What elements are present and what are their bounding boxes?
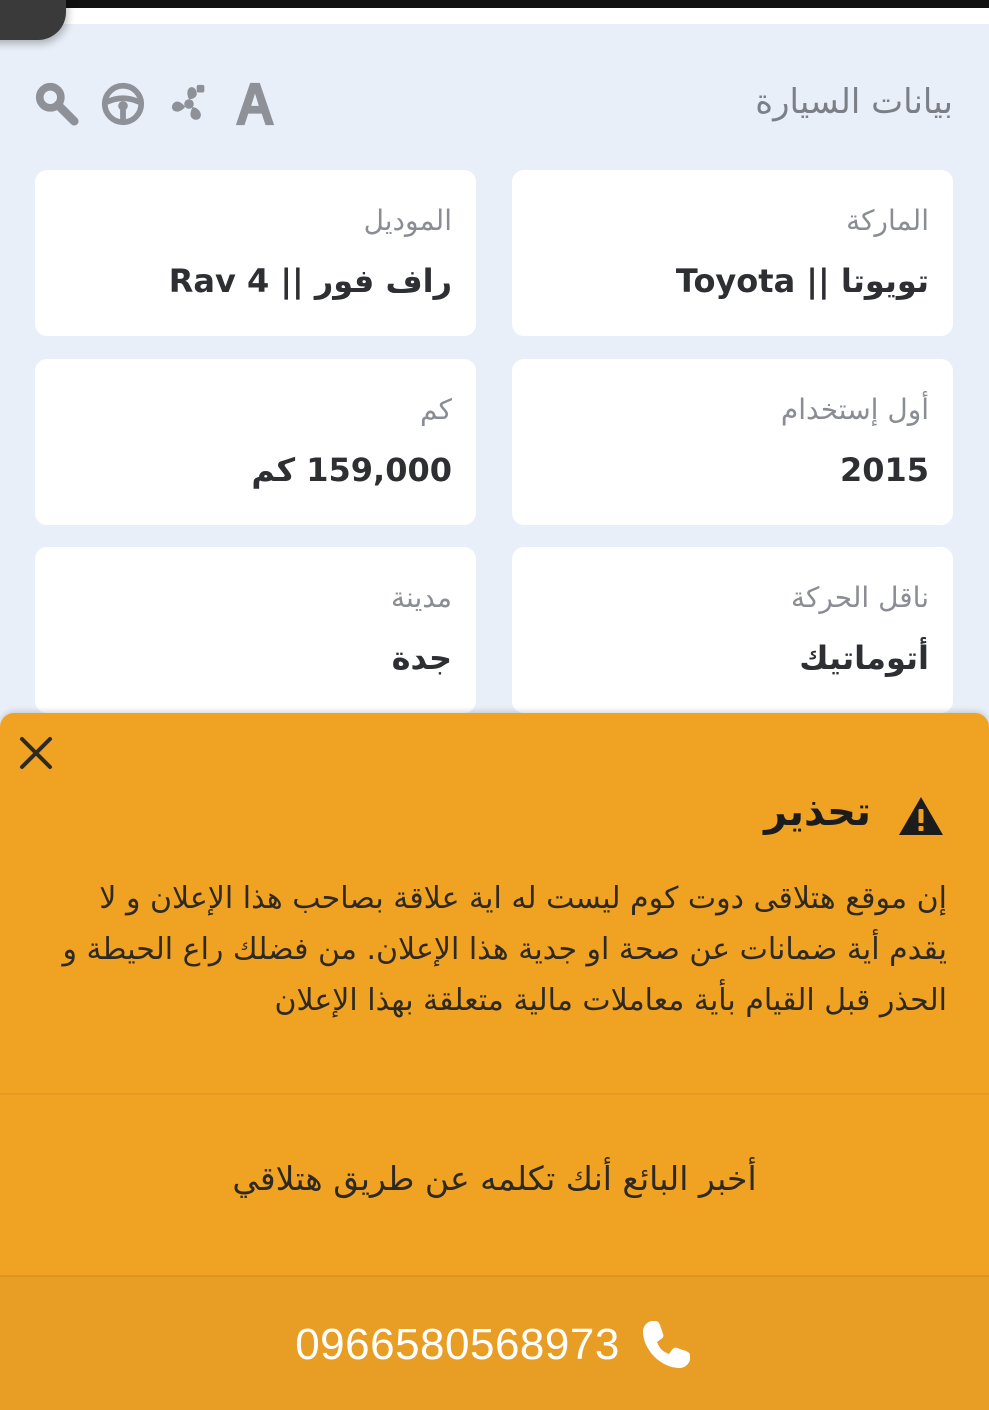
car-details-section (0, 24, 989, 724)
header-icons (34, 78, 278, 130)
font-icon[interactable] (232, 78, 278, 130)
warning-panel (0, 713, 989, 1410)
field-label: مدينة (391, 581, 452, 614)
phone-icon (638, 1317, 694, 1373)
field-card-city (35, 547, 476, 713)
warning-message: إن موقع هتلاقى دوت كوم ليست له اية علاقة بصاحب هذا الإعلان و لا يقدم أية ضمانات عن صحة او جدية هذا الإعلان. من فضلك راع الحيطة و الحذر قبل القيام بأية معاملات مالية متعلقة بهذا الإعلان (62, 881, 947, 1018)
field-value: أتوماتيك (799, 639, 929, 677)
seller-note: أخبر البائع أنك تكلمه عن طريق هتلاقي (232, 1159, 757, 1198)
top-bar (0, 0, 989, 8)
field-label: كم (420, 393, 452, 426)
field-value: راف فور || Rav 4 (168, 262, 452, 300)
field-label: الماركة (846, 204, 929, 237)
field-value: تويوتا || Toyota (675, 262, 929, 300)
warning-icon (897, 795, 945, 837)
search-icon[interactable] (34, 78, 80, 130)
phone-number: 0966580568973 (295, 1319, 620, 1369)
field-card-first-use (512, 359, 953, 525)
close-icon (14, 731, 58, 775)
section-title: بيانات السيارة (755, 82, 953, 122)
steering-wheel-icon[interactable] (100, 78, 146, 130)
close-button[interactable] (14, 731, 58, 775)
section-header (0, 76, 989, 136)
warning-title: تحذير (764, 789, 871, 835)
field-value: 2015 (839, 451, 929, 489)
field-card-model (35, 170, 476, 336)
field-label: الموديل (363, 204, 452, 237)
fan-icon[interactable] (166, 78, 212, 130)
field-label: ناقل الحركة (791, 581, 929, 614)
field-card-brand (512, 170, 953, 336)
divider (0, 1093, 989, 1095)
call-seller-button[interactable] (0, 1275, 989, 1410)
field-card-transmission (512, 547, 953, 713)
field-value: 159,000 كم (251, 451, 452, 489)
field-label: أول إستخدام (780, 393, 929, 426)
field-card-mileage (35, 359, 476, 525)
field-value: جدة (391, 639, 452, 677)
